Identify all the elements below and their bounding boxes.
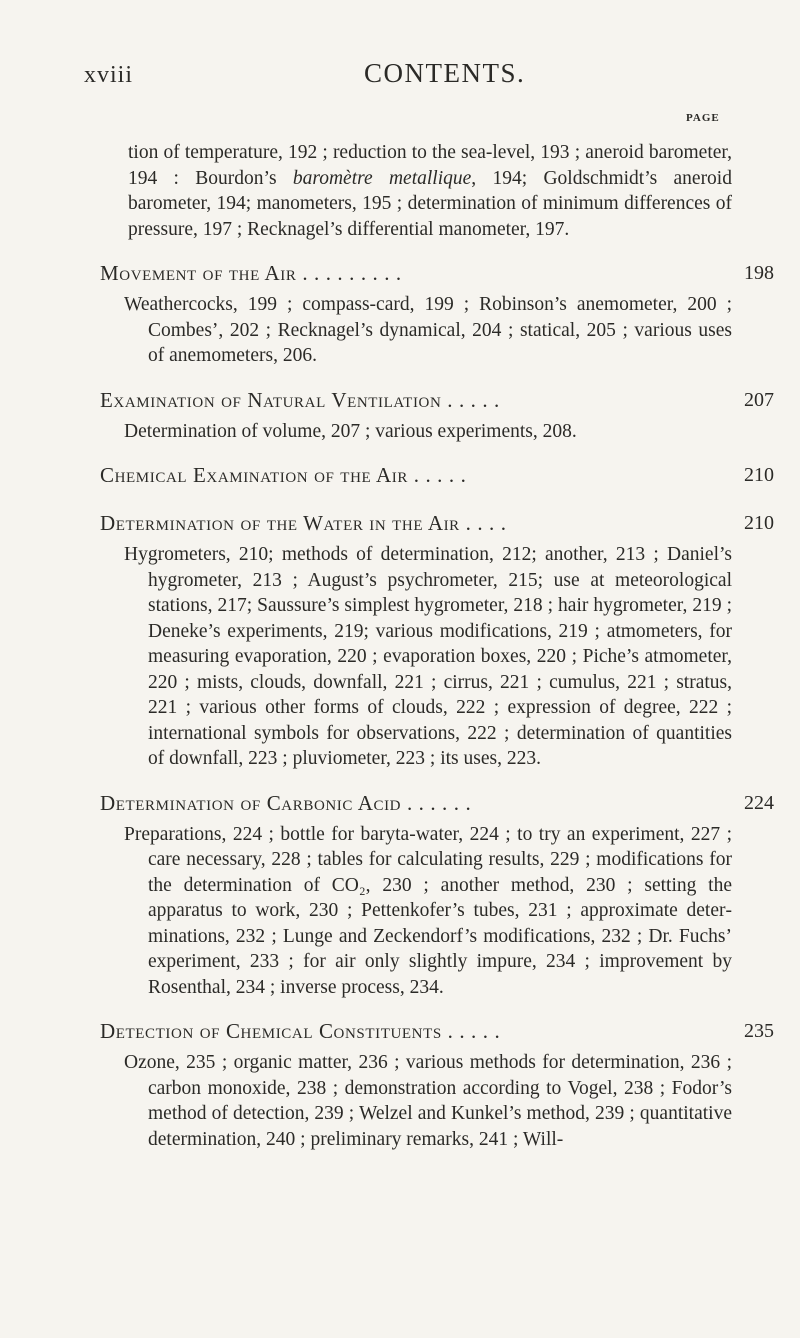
toc-entry-movement-of-air	[100, 258, 774, 369]
entry-page-number: 198	[744, 262, 774, 284]
toc-entry-chemical-constituents	[100, 1016, 774, 1152]
toc-entry-carbonic-acid	[100, 788, 774, 1001]
entry-description: Preparations, 224 ; bottle for baryta-water, 224 ; to try an experiment, 227 ; care necessary, 228 ; tables for calculating results, 229 ; modifications for the determination of CO₂, 230 ; another method, 230 ; setting the apparatus to work, 230 ; Pettenkofer’s tubes, 231 ; approximate determinations, 232 ; Lunge and Zeckendorf’s modifications, 232 ; Dr. Fuchs’ experiment, 233 ; for air only slightly impure, 234 ; improvement by Rosenthal, 234 ; inverse process, 234.	[124, 823, 732, 998]
italic-term: baromètre metallique	[292, 167, 472, 189]
entry-heading: Movement of the Air . . . . . . . . .	[100, 261, 402, 285]
page-column-label: PAGE	[686, 112, 720, 124]
running-title: CONTENTS.	[364, 58, 526, 88]
toc-entry-chemical-examination	[100, 460, 774, 490]
entry-heading: Examination of Natural Ventilation . . . . .	[100, 387, 500, 412]
toc-entry-water-in-air	[100, 508, 774, 772]
roman-page-number: xviii	[84, 62, 134, 88]
entry-page-number: 224	[744, 791, 774, 814]
entry-description: Ozone, 235 ; organic matter, 236 ; various methods for determination, 236 ; carbon monoxide, 238 ; demonstration according to Vogel, 238 ; Fodor’s method of detection, 239 ; Welzel and Kunkel’s method, 239 ; quantitative determination, 240 ; preliminary remarks, 241 ; Will-	[124, 1052, 732, 1150]
entry-description: Determination of volume, 207 ; various experiments, 208.	[124, 420, 577, 442]
entry-page-number: 210	[744, 464, 774, 486]
entry-heading: Determination of the Water in the Air . . . .	[100, 511, 507, 535]
entry-description: Hygrometers, 210; methods of determination, 212; another, 213 ; Daniel’s hygrometer, 213 ; August’s psychrometer, 215; use at meteorological stations, 217; Saussure’s simplest hygrometer, 218 ; hair hygrometer, 219 ; Deneke’s experiments, 219; various modifications, 219 ; atmometers, for measuring evaporation, 220 ; evaporation boxes, 220 ; Piche’s atmometer, 220 ; mists, clouds, downfall, 221 ; cirrus, 221 ; cumulus, 221 ; stratus, 221 ; various other forms of clouds, 222 ; expression of degree, 222 ; international symbols for observations, 222 ; determination of quantities of downfall, 223 ; pluviometer, 223 ; its uses, 223.	[124, 544, 732, 769]
continuation-paragraph: tion of temperature, 192 ; reduction to the sea-level, 193 ; aneroid barometer, 194 : Bourdon’s baromètre metallique, 194; Goldschmidt’s aneroid barometer, 194; manometers, 195 ; determination of minimum differences of pressure, 197 ; Recknagel’s differential manometer, 197.	[128, 142, 732, 240]
toc-entry-natural-ventilation	[100, 385, 774, 445]
entry-page-number: 207	[744, 388, 774, 411]
contents-body	[100, 140, 774, 1168]
entry-description: Weathercocks, 199 ; compass-card, 199 ; Robinson’s anemometer, 200 ; Combes’, 202 ; Recknagel’s dynamical, 204 ; statical, 205 ; various uses of anemometers, 206.	[124, 294, 732, 366]
page-header	[84, 58, 740, 102]
entry-heading: Detection of Chemical Constituents . . . . .	[100, 1019, 501, 1043]
entry-page-number: 210	[744, 512, 774, 534]
entry-heading: Chemical Examination of the Air . . . . .	[100, 463, 467, 487]
entry-page-number: 235	[744, 1020, 774, 1042]
entry-heading: Determination of Carbonic Acid . . . . . .	[100, 790, 472, 815]
